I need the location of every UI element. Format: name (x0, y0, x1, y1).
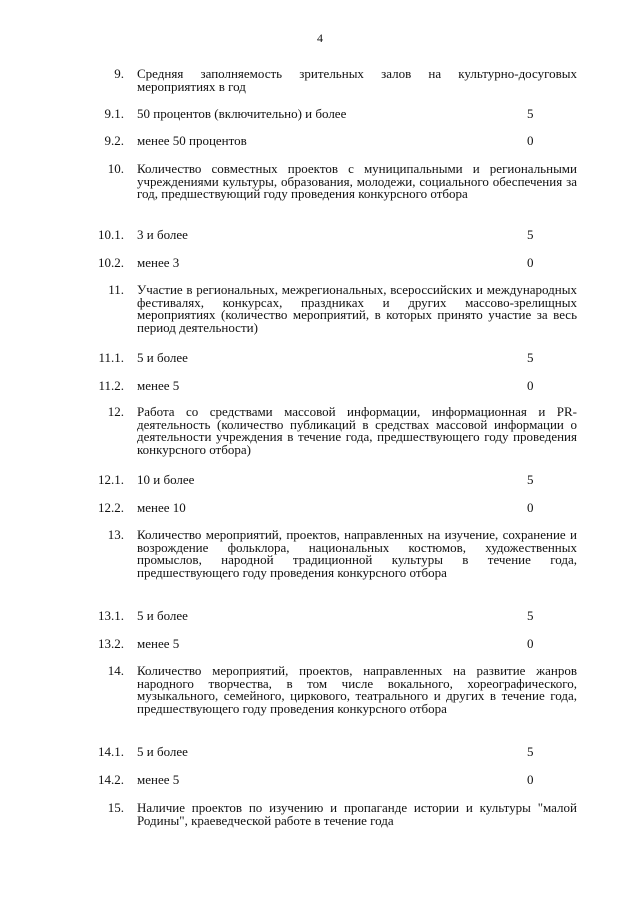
option-text: менее 3 (137, 255, 180, 270)
option-text: 5 и более (137, 744, 188, 759)
option-score: 0 (527, 133, 534, 148)
option-text: менее 10 (137, 500, 186, 515)
option-number: 11.1. (98, 350, 124, 365)
option-score: 5 (527, 608, 534, 623)
option-score: 5 (527, 744, 534, 759)
option-text: 5 и более (137, 350, 188, 365)
option-text: менее 5 (137, 636, 180, 651)
option-number: 9.1. (104, 106, 124, 121)
option-row (0, 638, 640, 665)
criterion-text: Наличие проектов по изучению и пропаганде истории и культуры "малой Родины", краеведческой работе в течение года (137, 800, 577, 828)
option-row (0, 380, 640, 406)
option-row (0, 746, 640, 774)
option-number: 13.1. (98, 608, 124, 623)
criterion-row (0, 163, 640, 229)
criterion-text: Работа со средствами массовой информации, информационная и PR-деятельность (количество публикаций в средствах массовой информации о деятельности учреждения в течение года, предшествующего году проведения конкурсного отбора) (137, 404, 577, 457)
criterion-number: 9. (114, 66, 124, 81)
criterion-number: 15. (107, 800, 124, 815)
option-score: 0 (527, 772, 534, 787)
option-row (0, 352, 640, 380)
option-score: 0 (527, 500, 534, 515)
criterion-number: 12. (107, 404, 124, 419)
criterion-row (0, 802, 640, 842)
criterion-text: Количество совместных проектов с муниципальными и региональными учреждениями культуры, образования, молодежи, социального обеспечения за год, предшествующий году проведения конкурсного отбора (137, 161, 577, 201)
criteria-list (0, 68, 640, 842)
option-row (0, 774, 640, 802)
criterion-number: 11. (108, 282, 124, 297)
criterion-text: Участие в региональных, межрегиональных, всероссийских и международных фестивалях, конкурсах, праздниках и других массово-зрелищных мероприятиях (количество мероприятий, в которых принято участие за весь период деятельности) (137, 282, 577, 335)
page-number: 4 (317, 31, 323, 45)
option-number: 14.1. (98, 744, 124, 759)
criterion-row (0, 665, 640, 746)
criterion-number: 13. (107, 527, 124, 542)
option-score: 5 (527, 472, 534, 487)
option-text: менее 50 процентов (137, 133, 247, 148)
option-score: 5 (527, 227, 534, 242)
option-number: 12.2. (98, 500, 124, 515)
criterion-text: Количество мероприятий, проектов, направленных на развитие жанров народного творчества, в том числе вокального, хореографического, музыкального, семейного, циркового, театрального и других в течение года, предшествующего году проведения конкурсного отбора (137, 663, 577, 716)
criterion-row (0, 406, 640, 474)
option-score: 5 (527, 106, 534, 121)
option-text: 50 процентов (включительно) и более (137, 106, 347, 121)
option-number: 14.2. (98, 772, 124, 787)
option-number: 9.2. (104, 133, 124, 148)
option-row (0, 257, 640, 284)
option-text: 3 и более (137, 227, 188, 242)
option-text: менее 5 (137, 378, 180, 393)
criterion-row (0, 284, 640, 352)
option-number: 10.2. (98, 255, 124, 270)
option-number: 11.2. (98, 378, 124, 393)
option-text: менее 5 (137, 772, 180, 787)
option-row (0, 610, 640, 638)
criterion-row (0, 68, 640, 108)
option-text: 5 и более (137, 608, 188, 623)
option-row (0, 502, 640, 529)
option-row (0, 229, 640, 257)
criterion-text: Количество мероприятий, проектов, направленных на изучение, сохранение и возрождение фольклора, национальных костюмов, художественных промыслов, народной традиционной культуры в течение года, предшествующего году проведения конкурсного отбора (137, 527, 577, 580)
option-score: 0 (527, 636, 534, 651)
option-text: 10 и более (137, 472, 195, 487)
option-row (0, 108, 640, 135)
criterion-number: 10. (107, 161, 124, 176)
option-score: 5 (527, 350, 534, 365)
option-score: 0 (527, 378, 534, 393)
criterion-text: Средняя заполняемость зрительных залов на культурно-досуговых мероприятиях в год (137, 66, 577, 94)
option-score: 0 (527, 255, 534, 270)
option-number: 12.1. (98, 472, 124, 487)
option-row (0, 135, 640, 163)
criterion-row (0, 529, 640, 610)
criterion-number: 14. (107, 663, 124, 678)
option-number: 13.2. (98, 636, 124, 651)
option-number: 10.1. (98, 227, 124, 242)
option-row (0, 474, 640, 502)
